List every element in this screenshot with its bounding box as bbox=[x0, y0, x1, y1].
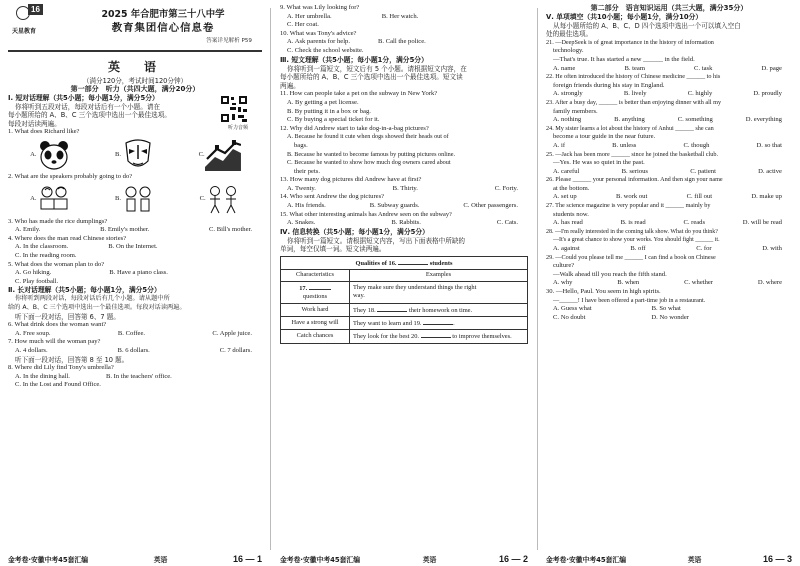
q2-option-a[interactable] bbox=[29, 183, 71, 217]
question-28-cont: —It's a great chance to show your works. You should fight ______ it. bbox=[553, 237, 720, 244]
question-9: 9. What was Lily looking for? bbox=[280, 4, 360, 11]
q26-option-b[interactable]: B. work out bbox=[615, 193, 648, 201]
q13-option-a[interactable]: A. Twenty. bbox=[287, 184, 316, 192]
table-cell-text: . bbox=[453, 320, 455, 328]
table-cell-text: They make sure they understand things the right bbox=[353, 283, 477, 291]
q24-option-c[interactable]: C. though bbox=[683, 141, 710, 149]
question-27-cont: students now. bbox=[553, 210, 589, 218]
section-IV-instruction: 单词，每空仅填一词。短文读两遍。 bbox=[280, 245, 386, 254]
question-3-options bbox=[8, 226, 262, 235]
question-5-options bbox=[8, 269, 262, 278]
q21-option-a[interactable]: A. name bbox=[553, 64, 576, 72]
table-cell-text: way. bbox=[353, 292, 365, 300]
q10-option-b[interactable]: B. Call the police. bbox=[378, 38, 426, 46]
question-7: 7. How much will the woman pay? bbox=[8, 338, 101, 346]
question-29-options bbox=[546, 279, 792, 288]
page-column-1 bbox=[0, 0, 270, 566]
q9-option-a[interactable]: A. Her umbrella. bbox=[287, 12, 332, 20]
table-cell-text: to improve themselves. bbox=[452, 333, 512, 341]
question-13-options bbox=[280, 185, 528, 194]
q22-option-a[interactable]: A. strongly bbox=[553, 90, 583, 98]
section-II-instruction: 给的 A、B、C 三个选项中选出一个最佳选项。每段对话读两遍。 bbox=[8, 304, 186, 311]
dialogue-2-note: 听下面一段对话，回答第 8 至 10 题。 bbox=[15, 355, 129, 364]
footer-subject: 英语 bbox=[687, 556, 702, 564]
q1-option-b[interactable] bbox=[114, 138, 156, 172]
option-letter: C. bbox=[198, 150, 205, 158]
q15-option-c[interactable]: C. Cats. bbox=[496, 219, 518, 227]
exam-title-line1: 2025 年合肥市第三十八中学 bbox=[101, 9, 225, 20]
table-cell bbox=[350, 317, 528, 330]
q22-option-d[interactable]: D. proudly bbox=[753, 90, 782, 98]
q15-option-a[interactable]: A. Snakes. bbox=[287, 219, 316, 227]
question-27: 27. The science magazine is very popular and it ______ mainly by bbox=[546, 202, 711, 210]
question-26: 26. Please ______ your personal information. And then sign your name bbox=[546, 176, 723, 184]
section-V-heading: Ⅴ. 单项填空（共10小题；每小题1分，满分10分） bbox=[546, 12, 703, 21]
option-letter: B. bbox=[114, 195, 121, 203]
footer-subject: 英语 bbox=[422, 556, 437, 564]
option-letter: B. bbox=[114, 150, 121, 158]
question-3: 3. Who has made the rice dumplings? bbox=[8, 217, 108, 225]
question-6: 6. What drink does the woman want? bbox=[8, 321, 107, 329]
q25-option-c[interactable]: C. patient bbox=[690, 167, 716, 175]
question-21-cont: —That's true. It has started a new ______ in the field. bbox=[553, 55, 695, 63]
section-IV-heading: Ⅳ. 信息转换（共5小题；每小题1分，满分5分） bbox=[280, 227, 429, 236]
q24-option-b[interactable]: B. unless bbox=[612, 141, 637, 149]
section-I-instruction: 每段对话读两遍。 bbox=[8, 119, 61, 128]
footer-series: 金考卷·安徽中考45套汇编 bbox=[280, 556, 361, 564]
q28-option-c[interactable]: C. for bbox=[696, 245, 712, 253]
q1-option-c[interactable] bbox=[199, 138, 241, 172]
question-29-cont: culture? bbox=[553, 262, 575, 270]
q8-option-c[interactable]: C. In the Lost and Found Office. bbox=[15, 381, 101, 389]
table-cell-text: Have a strong will bbox=[281, 317, 350, 330]
q6-option-b[interactable]: B. Coffee. bbox=[117, 329, 146, 337]
section-V-instruction: 处的最佳选项。 bbox=[546, 30, 593, 39]
q15-option-b[interactable]: B. Rabbits. bbox=[391, 219, 421, 227]
option-letter: A. bbox=[30, 150, 37, 158]
question-5: 5. What does the woman plan to do? bbox=[8, 260, 105, 268]
question-15: 15. What other interesting animals has Andrew seen on the subway? bbox=[280, 210, 452, 218]
question-23-cont: family members. bbox=[553, 107, 598, 115]
q13-option-b[interactable]: B. Thirty. bbox=[392, 184, 418, 192]
q3-option-b[interactable]: B. Emily's mother. bbox=[100, 226, 150, 234]
q24-option-a[interactable]: A. if bbox=[553, 141, 566, 149]
option-letter: C. bbox=[199, 195, 206, 203]
question-28-options bbox=[546, 245, 792, 254]
q4-option-b[interactable]: B. On the Internet. bbox=[108, 243, 158, 251]
question-26-cont: at the bottom. bbox=[553, 184, 590, 192]
exam-title-line2: 教育集团信心信息卷 bbox=[111, 22, 215, 34]
blank-18[interactable] bbox=[377, 305, 407, 312]
footer-page-number: 16 — 3 bbox=[762, 554, 792, 564]
table-cell-text: They 18. bbox=[353, 306, 376, 314]
question-30: 30. —Hello, Paul. You seem in high spirits. bbox=[546, 288, 661, 295]
table-cell bbox=[350, 330, 528, 343]
q29-option-b[interactable]: B. when bbox=[617, 279, 640, 287]
question-11: 11. How can people take a pet on the subway in New York? bbox=[280, 90, 438, 98]
question-25-cont: —Yes. He was so quiet in the past. bbox=[553, 159, 645, 167]
question-23: 23. After a busy day, ______ is better than enjoying dinner with all my bbox=[546, 98, 722, 106]
q6-option-a[interactable]: A. Free soup. bbox=[15, 329, 51, 337]
question-14: 14. Who sent Andrew the dog pictures? bbox=[280, 193, 385, 201]
question-13: 13. How many dog pictures did Andrew have at first? bbox=[280, 176, 422, 184]
page-column-2 bbox=[272, 0, 536, 566]
q5-option-c[interactable]: C. Play football. bbox=[15, 277, 59, 285]
section-III-instruction: 你将听到一篇短文，短文后有 5 个小题。请根据短文内容，在 bbox=[287, 64, 467, 73]
q23-option-b[interactable]: B. anything bbox=[614, 116, 645, 124]
question-10-options bbox=[280, 38, 528, 47]
question-2: 2. What are the speakers probably going to do? bbox=[8, 173, 133, 181]
children-reading-icon bbox=[37, 185, 71, 215]
section-V-instruction: 从每小题所给的 A、B、C、D 四个选项中选出一个可以填入空白 bbox=[553, 21, 741, 30]
q9-option-c[interactable]: C. Her coat. bbox=[287, 21, 319, 29]
q29-option-d[interactable]: D. where bbox=[757, 279, 782, 287]
question-22-options bbox=[546, 90, 792, 99]
q23-option-d[interactable]: D. everything bbox=[745, 116, 782, 124]
question-21-options bbox=[546, 65, 792, 74]
q6-option-c[interactable]: C. Apple juice. bbox=[212, 329, 252, 337]
page-footer-3 bbox=[546, 554, 792, 564]
q2-option-b[interactable] bbox=[114, 183, 156, 217]
blank-17[interactable] bbox=[309, 283, 331, 290]
opera-mask-icon bbox=[121, 139, 155, 171]
question-21: 21. —DeepSeek is of great importance in the history of information bbox=[546, 38, 714, 46]
q3-option-a[interactable]: A. Emily. bbox=[15, 226, 41, 234]
question-22: 22. He often introduced the history of Chinese medicine ______ to his bbox=[546, 73, 721, 81]
q8-option-b[interactable]: B. In the teachers' office. bbox=[105, 372, 172, 380]
q21-option-d[interactable]: D. page bbox=[761, 64, 782, 72]
q30-option-d[interactable]: D. No wonder bbox=[651, 313, 689, 321]
blank-number: 17. bbox=[299, 284, 308, 292]
question-21-cont: technology. bbox=[553, 47, 584, 55]
q5-option-a[interactable]: A. Go hiking. bbox=[15, 269, 52, 277]
q26-option-d[interactable]: D. make up bbox=[751, 193, 782, 201]
q22-option-b[interactable]: B. lively bbox=[623, 90, 647, 98]
question-25: 25. —Jack has been more ______ since he joined the basketball club. bbox=[546, 150, 718, 158]
section-III-instruction: 每小题所给的 A、B、C 三个选项中选出一个最佳选项。短文读 bbox=[280, 73, 463, 82]
table-cell-text: Catch chances bbox=[281, 330, 350, 343]
q24-option-d[interactable]: D. so that bbox=[756, 141, 782, 149]
q23-option-a[interactable]: A. nothing bbox=[553, 116, 582, 124]
section-II-heading: Ⅱ. 长对话理解（共5小题；每小题1分，满分5分） bbox=[8, 286, 161, 295]
q10-option-c[interactable]: C. Check the school website. bbox=[287, 46, 364, 54]
q13-option-c[interactable]: C. Forty. bbox=[494, 184, 518, 192]
table-row bbox=[281, 303, 528, 316]
q11-option-c[interactable]: C. By buying a special ticket for it. bbox=[287, 116, 380, 124]
q21-option-b[interactable]: B. team bbox=[624, 64, 645, 72]
q2-option-c[interactable] bbox=[199, 183, 241, 217]
question-24-options bbox=[546, 142, 792, 151]
q14-option-c[interactable]: C. Other passengers. bbox=[463, 202, 518, 210]
qr-caption: 听力音频 bbox=[227, 124, 248, 131]
q27-option-c[interactable]: C. reads bbox=[683, 219, 706, 227]
table-title-text: students bbox=[429, 260, 453, 268]
q27-option-a[interactable]: A. has read bbox=[553, 219, 583, 227]
table-cell bbox=[350, 303, 528, 316]
q23-option-c[interactable]: C. something bbox=[677, 116, 713, 124]
q27-option-b[interactable]: B. is read bbox=[620, 219, 646, 227]
table-header-examples: Examples bbox=[350, 270, 528, 281]
footer-series: 金考卷·安徽中考45套汇编 bbox=[546, 556, 627, 564]
footer-page-number: 16 — 2 bbox=[498, 554, 528, 564]
q25-option-d[interactable]: D. active bbox=[758, 167, 782, 175]
question-26-options bbox=[546, 193, 792, 202]
q7-option-a[interactable]: A. 4 dollars. bbox=[15, 346, 48, 354]
question-27-options bbox=[546, 219, 792, 228]
q11-option-a[interactable]: A. By getting a pet license. bbox=[287, 98, 359, 106]
q12-option-b[interactable]: B. Because he wanted to become famous by putting pictures online. bbox=[287, 150, 456, 158]
question-6-options bbox=[8, 330, 262, 339]
exam-header bbox=[8, 0, 262, 46]
q10-option-a[interactable]: A. Ask parents for help. bbox=[287, 38, 350, 46]
q21-option-c[interactable]: C. task bbox=[694, 64, 713, 72]
table-cell-text: They want to learn and 19. bbox=[353, 320, 422, 328]
children-playing-icon bbox=[206, 185, 240, 215]
footer-subject: 英语 bbox=[153, 556, 168, 564]
q29-option-a[interactable]: A. why bbox=[553, 279, 573, 287]
blank-19[interactable] bbox=[423, 318, 455, 328]
page-column-3 bbox=[538, 0, 800, 566]
question-24-cont: become a tour guide in the near future. bbox=[553, 133, 656, 141]
q7-option-b[interactable]: B. 6 dollars. bbox=[117, 346, 150, 354]
question-10: 10. What was Tony's advice? bbox=[280, 29, 357, 37]
q26-option-a[interactable]: A. set up bbox=[553, 193, 577, 201]
question-23-options bbox=[546, 116, 792, 125]
table-title-text: Qualities of 16. bbox=[355, 260, 397, 268]
question-8: 8. Where did Lily find Tony's umbrella? bbox=[8, 364, 114, 372]
score-note: （满分120分，考试时间120分钟） bbox=[82, 76, 188, 85]
table-row bbox=[281, 317, 528, 330]
q12-option-c-cont: their pets. bbox=[294, 167, 321, 175]
option-letter: A. bbox=[30, 195, 37, 203]
q28-option-b[interactable]: B. off bbox=[630, 245, 646, 253]
q25-option-a[interactable]: A. careful bbox=[553, 167, 580, 175]
info-table bbox=[280, 256, 528, 344]
q8-option-a[interactable]: A. In the dining hall. bbox=[15, 372, 70, 380]
question-2-pictures bbox=[8, 182, 262, 218]
section-III-instruction: 两遍。 bbox=[280, 81, 300, 90]
q5-option-b[interactable]: B. Have a piano class. bbox=[109, 269, 168, 277]
q30-option-b[interactable]: B. So what bbox=[651, 305, 681, 313]
question-1: 1. What does Richard like? bbox=[8, 128, 80, 136]
table-cell-text: Work hard bbox=[281, 303, 350, 316]
footer-series: 金考卷·安徽中考45套汇编 bbox=[8, 556, 89, 564]
q11-option-b[interactable]: B. By putting it in a box or bag. bbox=[287, 107, 371, 115]
section-IV-instruction: 你将听到一篇短文。请根据短文内容，写出下面表格中所缺的 bbox=[287, 236, 466, 245]
question-30-options bbox=[546, 305, 792, 314]
table-cell bbox=[281, 281, 350, 303]
q29-option-c[interactable]: C. whether bbox=[684, 279, 713, 287]
q4-option-a[interactable]: A. In the classroom. bbox=[15, 243, 69, 251]
page-footer-1 bbox=[8, 554, 262, 564]
table-cell-text: their homework on time. bbox=[408, 306, 473, 314]
question-30-cont: —______! I have been offered a part-time job in a restaurant. bbox=[553, 296, 706, 304]
q30-option-a[interactable]: A. Guess what bbox=[553, 305, 592, 313]
question-29-cont: —Walk ahead till you reach the fifth stand. bbox=[553, 270, 667, 278]
section-II-instruction: 你将听到两段对话，每段对话后有几个小题。请从题中所 bbox=[15, 295, 170, 303]
q12-option-c[interactable]: C. Because he wanted to show how much dog owners cared about bbox=[287, 159, 451, 167]
question-25-options bbox=[546, 168, 792, 177]
table-cell-text: They look for the best 20. bbox=[353, 333, 420, 341]
question-22-cont: foreign friends during his stay in England. bbox=[553, 81, 665, 89]
q7-option-c[interactable]: C. 7 dollars. bbox=[219, 346, 252, 354]
table-row bbox=[281, 330, 528, 343]
subject-title: 英 语 bbox=[107, 59, 162, 74]
q26-option-c[interactable]: C. fill out bbox=[686, 193, 713, 201]
q3-option-c[interactable]: C. Bill's mother. bbox=[209, 226, 252, 234]
question-15-options bbox=[280, 219, 528, 228]
q12-option-a-cont: bags. bbox=[294, 141, 308, 149]
section-I-instruction: 你将听到五段对话，每段对话后有一个小题。请在 bbox=[15, 102, 161, 111]
question-30-options bbox=[546, 314, 792, 323]
q28-option-a[interactable]: A. against bbox=[553, 245, 580, 253]
q22-option-c[interactable]: C. highly bbox=[687, 90, 713, 98]
question-28: 28. —I'm really interested in the coming talk show. What do you think? bbox=[546, 228, 718, 235]
answer-reference: 答案详见解析 P59 bbox=[206, 38, 252, 44]
header-divider bbox=[8, 50, 262, 52]
question-8-options bbox=[8, 373, 262, 382]
table-cell-text: questions bbox=[302, 293, 328, 301]
q9-option-b[interactable]: B. Her watch. bbox=[381, 12, 419, 20]
qr-code-icon bbox=[220, 95, 248, 123]
blank-20[interactable] bbox=[421, 331, 451, 338]
page-footer-2 bbox=[280, 554, 528, 564]
section-III-heading: Ⅲ. 短文理解（共5小题；每小题1分，满分5分） bbox=[280, 55, 428, 64]
blank-16[interactable] bbox=[398, 258, 428, 265]
q1-option-a[interactable] bbox=[29, 138, 71, 172]
question-9-options bbox=[280, 13, 528, 22]
paper-number: 16 bbox=[28, 4, 43, 15]
great-wall-icon bbox=[205, 139, 241, 171]
question-12: 12. Why did Andrew start to take dog-in-a-bag pictures? bbox=[280, 124, 429, 132]
question-7-options bbox=[8, 347, 262, 356]
q12-option-a[interactable]: A. Because he found it cute when dogs showed their heads out of bbox=[287, 133, 449, 141]
section-I-instruction: 每小题所给的 A、B、C 三个选项中选出一个最佳选项。 bbox=[8, 111, 171, 120]
q14-option-b[interactable]: B. Subway guards. bbox=[369, 202, 420, 210]
section-I-heading: Ⅰ. 短对话理解（共5小题；每小题1分，满分5分） bbox=[8, 93, 159, 102]
publisher-badge bbox=[12, 4, 48, 38]
part1-heading: 第一部分 听力（共四大题，满分20分） bbox=[70, 85, 200, 94]
q25-option-b[interactable]: B. serious bbox=[621, 167, 648, 175]
table-row bbox=[281, 281, 528, 303]
q27-option-d[interactable]: D. will be read bbox=[742, 219, 782, 227]
table-title bbox=[281, 257, 528, 270]
question-4: 4. Where does the man read Chinese stories? bbox=[8, 234, 127, 242]
table-cell bbox=[350, 281, 528, 303]
q28-option-d[interactable]: D. with bbox=[762, 245, 782, 253]
part2-heading: 第二部分 语言知识运用（共三大题，满分35分） bbox=[590, 4, 748, 12]
publisher-name: 天星教育 bbox=[12, 28, 37, 35]
question-29: 29. —Could you please tell me ______ I can find a book on Chinese bbox=[546, 253, 716, 261]
q4-option-c[interactable]: C. In the reading room. bbox=[15, 252, 77, 260]
q30-option-c[interactable]: C. No doubt bbox=[553, 313, 586, 321]
question-1-pictures bbox=[8, 137, 262, 173]
footer-page-number: 16 — 1 bbox=[232, 554, 262, 564]
children-drawing-icon bbox=[121, 185, 155, 215]
panda-icon bbox=[37, 139, 71, 171]
question-4-options bbox=[8, 243, 262, 252]
dialogue-1-note: 听下面一段对话，回答第 6、7 题。 bbox=[15, 312, 120, 321]
q14-option-a[interactable]: A. His friends. bbox=[287, 202, 326, 210]
question-24: 24. My sister learns a lot about the history of Anhui ______ she can bbox=[546, 124, 714, 132]
column-divider bbox=[270, 8, 271, 550]
table-header-characteristics: Characteristics bbox=[281, 270, 350, 281]
question-14-options bbox=[280, 202, 528, 211]
